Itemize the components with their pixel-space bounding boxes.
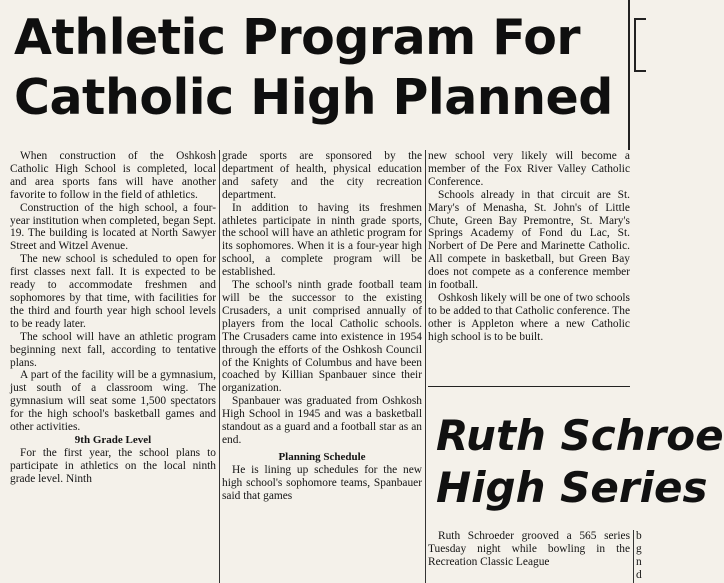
second-headline-line-2: High Series	[436, 463, 708, 512]
paragraph: The school's ninth grade football team will be the successor to the existing Crusaders, a unit comprised annually of players from the local Catholic schools. The Crusaders came into existence in 1954 through the efforts of the Oshkosh Council of the Knights of Columbus and have been coached by Killian Spanbauer since their organization.	[222, 279, 422, 395]
edge-column-fragment	[633, 530, 648, 583]
paragraph: The school will have an athletic program beginning next fall, according to tentative plans.	[10, 330, 216, 369]
paragraph: He is lining up schedules for the new high school's sophomore teams, Spanbauer said that games	[222, 463, 422, 502]
paragraph: A part of the facility will be a gymnasium, just south of a classroom wing. The gymnasium will seat some 1,500 spectators for the high school's basketball games and other activities.	[10, 369, 216, 434]
paragraph: Construction of the high school, a four-year institution when completed, began Sept. 19. The building is located at North Sawyer Street and Witzel Avenue.	[10, 201, 216, 253]
paragraph: Schools already in that circuit are St. Mary's of Menasha, St. John's of Little Chute, Green Bay Premontre, St. Mary's Springs Academy of Fond du Lac, St. Norbert of De Pere and Marinette Catholic. All compete in basketball, but Green Bay does not compete as a conference member in football.	[428, 188, 630, 292]
adjacent-column-border	[628, 0, 645, 150]
paragraph: new school very likely will become a member of the Fox River Valley Catholic Conference.	[428, 150, 630, 188]
paragraph: The new school is scheduled to open for first classes next fall. It is expected to be ready to accommodate freshmen and sophomores by that time, with facilities for the third and fourth year high school levels to be ready later.	[10, 253, 216, 330]
subheading: 9th Grade Level	[74, 433, 152, 446]
subheading: Planning Schedule	[278, 450, 366, 463]
article-column-3	[428, 150, 630, 583]
main-headline	[14, 8, 624, 128]
fragment-letter: d	[636, 568, 642, 581]
second-story-headline	[436, 410, 724, 514]
paragraph: Oshkosh likely will be one of two schools to be added to that Catholic conference. The other is Appleton where a new Catholic high school is to be built.	[428, 291, 630, 343]
article-column-1	[10, 150, 216, 583]
paragraph: grade sports are sponsored by the department of health, physical education and safety and the city recreation department.	[222, 150, 422, 201]
fragment-letter: b	[636, 530, 642, 542]
column-separator	[219, 150, 220, 583]
fragment-letter: g	[636, 542, 642, 555]
paragraph: Spanbauer was graduated from Oshkosh High School in 1945 and was a basketball standout as a guard and a football star as an end.	[222, 395, 422, 446]
column-separator	[425, 150, 426, 583]
story-divider	[428, 386, 630, 387]
paragraph: Ruth Schroeder grooved a 565 series Tuesday night while bowling in the Recreation Classic League	[428, 530, 630, 568]
paragraph: For the first year, the school plans to participate in athletics on the local ninth grade level. Ninth	[10, 446, 216, 485]
headline-line-1: Athletic Program For	[14, 9, 581, 66]
second-headline-line-1: Ruth Schroe	[436, 411, 724, 460]
fragment-letter: n	[636, 555, 642, 568]
paragraph: In addition to having its freshmen athletes participate in ninth grade sports, the school will have an athletic program for its sophomores. When it is a four-year high school, a complete program will be established.	[222, 201, 422, 279]
headline-line-2: Catholic High Planned	[14, 69, 613, 126]
second-story-text	[428, 530, 630, 583]
article-column-2	[222, 150, 422, 583]
paragraph: When construction of the Oshkosh Catholic High School is completed, local and area sports fans will have another favorite to follow in the field of athletics.	[10, 150, 216, 201]
